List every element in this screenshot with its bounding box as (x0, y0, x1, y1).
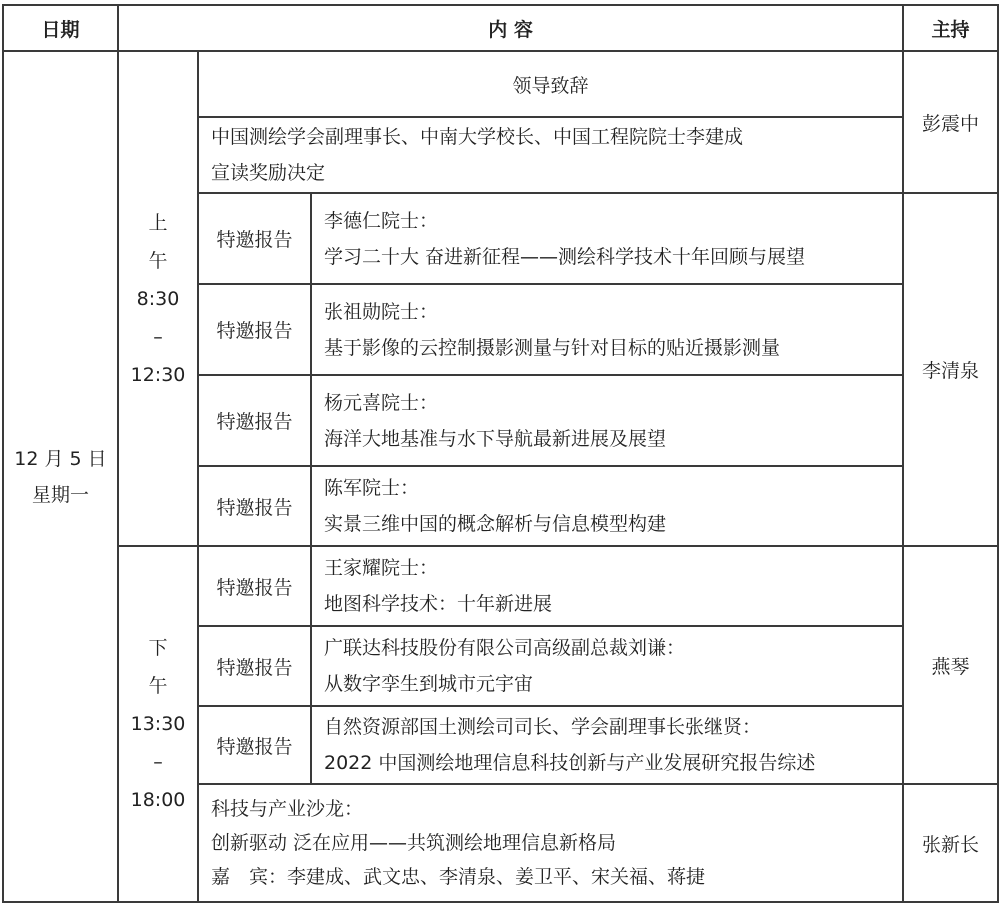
report-speaker: 杨元喜院士： (324, 391, 439, 414)
afternoon-cell (118, 546, 198, 902)
report-title: 海洋大地基准与水下导航最新进展及展望 (324, 427, 667, 450)
date-day: 12 月 5 日 (14, 447, 107, 470)
report-type: 特邀报告 (198, 706, 311, 784)
header-row (3, 5, 998, 51)
header-date: 日期 (3, 5, 118, 51)
host-1: 彭震中 (903, 51, 998, 193)
morning-label-1: 上 (148, 211, 168, 234)
opening-line-2: 宣读奖励决定 (211, 162, 326, 184)
date-weekday: 星期一 (31, 483, 89, 506)
report-speaker: 王家耀院士： (324, 557, 439, 579)
afternoon-time-start: 13:30 (130, 713, 186, 735)
report-type: 特邀报告 (198, 546, 311, 626)
salon-theme: 创新驱动 泛在应用——共筑测绘地理信息新格局 (211, 832, 617, 854)
afternoon-time-dash: – (153, 751, 163, 773)
report-speaker: 自然资源部国土测绘司司长、学会副理事长张继贤： (324, 716, 762, 738)
report-title: 学习二十大 奋进新征程——测绘科学技术十年回顾与展望 (324, 245, 806, 268)
afternoon-label (119, 629, 197, 819)
afternoon-label-1: 下 (148, 637, 168, 659)
report-title: 基于影像的云控制摄影测量与针对目标的贴近摄影测量 (324, 336, 781, 359)
table-row (3, 51, 998, 117)
opening-title: 领导致辞 (198, 51, 903, 117)
host-2: 李清泉 (903, 193, 998, 546)
report-type: 特邀报告 (198, 626, 311, 706)
table-row (3, 546, 998, 626)
morning-time-start: 8:30 (136, 287, 180, 310)
report-speaker: 广联达科技股份有限公司高级副总裁刘谦： (324, 637, 686, 659)
afternoon-time-end: 18:00 (130, 789, 186, 811)
salon-content (198, 784, 903, 902)
host-3: 燕琴 (903, 546, 998, 784)
header-host: 主持 (903, 5, 998, 51)
opening-text (198, 117, 903, 193)
morning-time-end: 12:30 (130, 363, 186, 386)
salon-title: 科技与产业沙龙： (211, 798, 364, 820)
afternoon-label-2: 午 (148, 675, 168, 697)
report-title: 实景三维中国的概念解析与信息模型构建 (324, 513, 667, 535)
report-content (311, 626, 903, 706)
morning-cell (118, 51, 198, 546)
report-speaker: 李德仁院士： (324, 209, 439, 232)
schedule-table (2, 4, 999, 903)
report-content (311, 375, 903, 466)
salon-guests: 嘉 宾：李建成、武文忠、李清泉、姜卫平、宋关福、蒋捷 (211, 866, 706, 888)
host-4: 张新长 (903, 784, 998, 902)
morning-label-2: 午 (148, 249, 168, 272)
report-content (311, 193, 903, 284)
report-title: 地图科学技术：十年新进展 (324, 593, 553, 615)
report-type: 特邀报告 (198, 284, 311, 375)
report-content (311, 466, 903, 546)
opening-line-1: 中国测绘学会副理事长、中南大学校长、中国工程院院士李建成 (211, 126, 744, 148)
report-type: 特邀报告 (198, 466, 311, 546)
report-title: 2022 中国测绘地理信息科技创新与产业发展研究报告综述 (324, 752, 816, 774)
report-content (311, 706, 903, 784)
report-type: 特邀报告 (198, 193, 311, 284)
report-speaker: 张祖勋院士： (324, 300, 439, 323)
report-content (311, 546, 903, 626)
report-speaker: 陈军院士： (324, 477, 420, 499)
report-type: 特邀报告 (198, 375, 311, 466)
header-content: 内 容 (118, 5, 903, 51)
date-cell (3, 51, 118, 902)
report-content (311, 284, 903, 375)
morning-time-dash: – (153, 325, 163, 348)
report-title: 从数字孪生到城市元宇宙 (324, 673, 534, 695)
morning-label (119, 204, 197, 394)
